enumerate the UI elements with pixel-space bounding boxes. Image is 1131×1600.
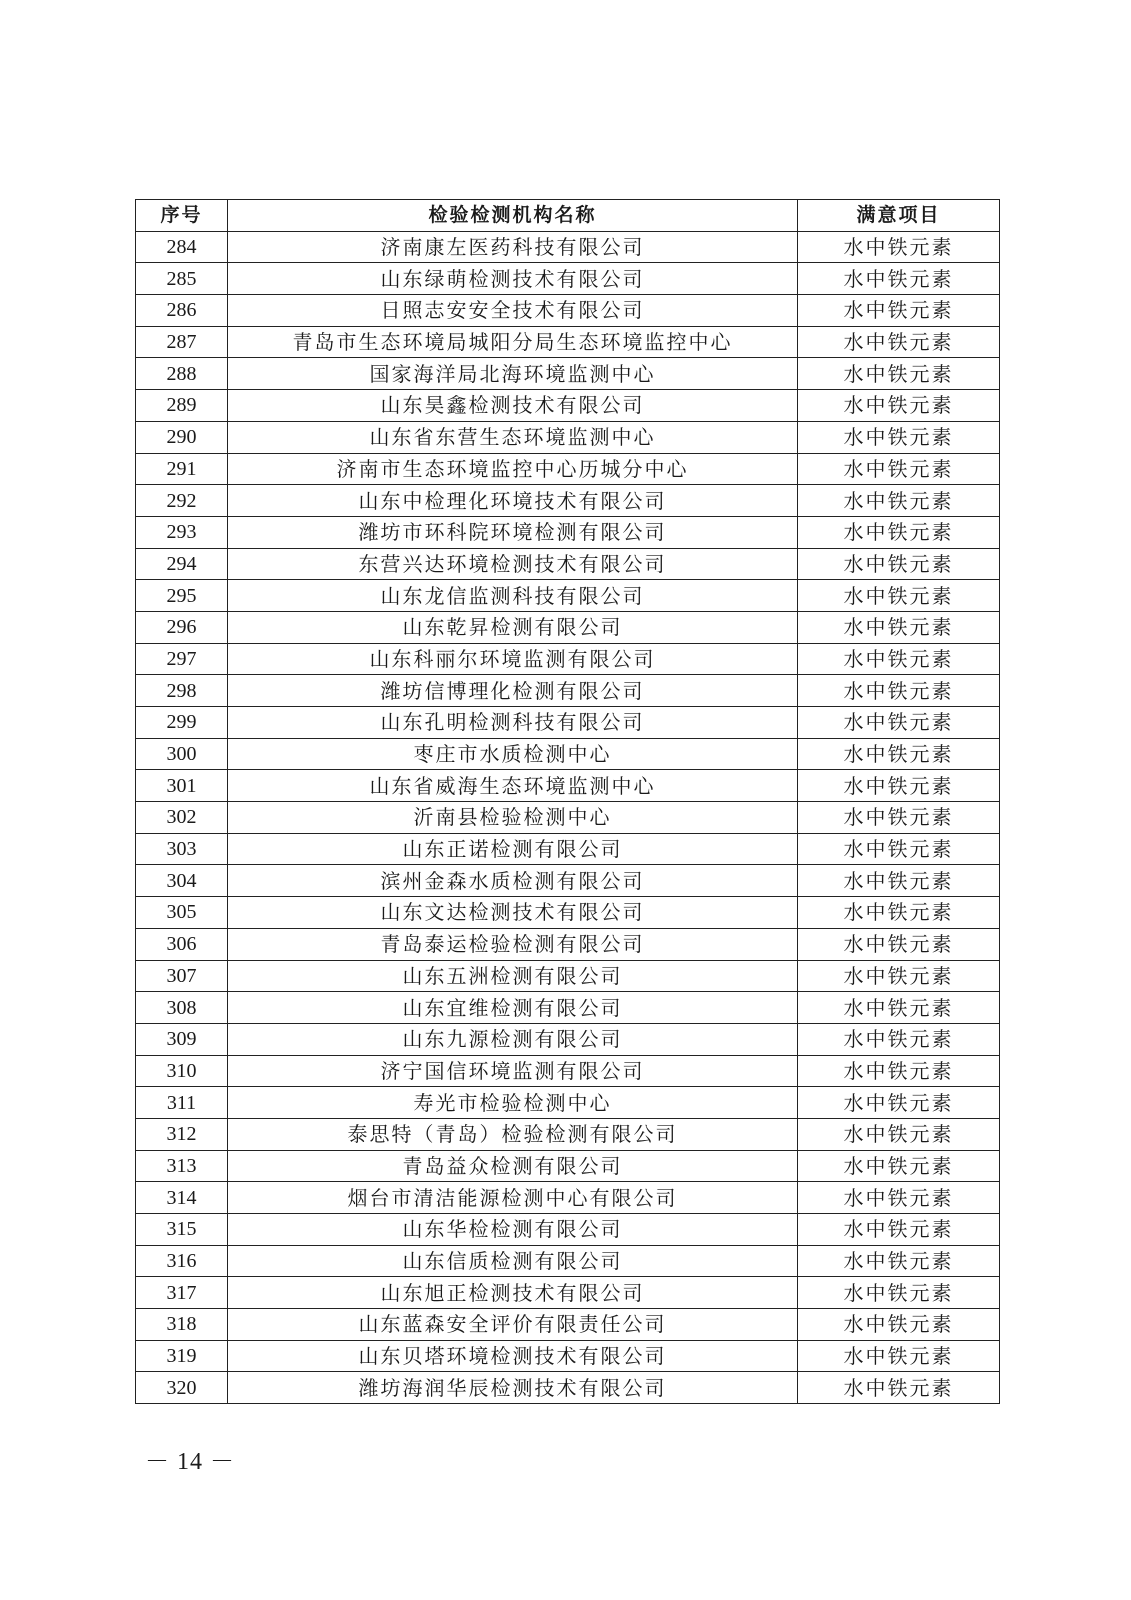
row-item: 水中铁元素: [798, 1182, 1000, 1214]
row-index: 287: [136, 326, 228, 358]
row-index: 286: [136, 295, 228, 327]
table-row: [136, 295, 1000, 327]
row-index: 310: [136, 1055, 228, 1087]
table-row: [136, 1055, 1000, 1087]
row-item: 水中铁元素: [798, 516, 1000, 548]
row-institution-name: 国家海洋局北海环境监测中心: [228, 358, 798, 390]
header-institution: 检验检测机构名称: [228, 200, 798, 232]
row-index: 317: [136, 1277, 228, 1309]
row-item: 水中铁元素: [798, 1245, 1000, 1277]
row-item: 水中铁元素: [798, 1340, 1000, 1372]
row-index: 291: [136, 453, 228, 485]
table-row: [136, 358, 1000, 390]
row-index: 299: [136, 707, 228, 739]
row-institution-name: 烟台市清洁能源检测中心有限公司: [228, 1182, 798, 1214]
row-institution-name: 山东昊鑫检测技术有限公司: [228, 390, 798, 422]
row-index: 298: [136, 675, 228, 707]
row-item: 水中铁元素: [798, 707, 1000, 739]
table-row: [136, 231, 1000, 263]
row-institution-name: 山东宜维检测有限公司: [228, 992, 798, 1024]
row-item: 水中铁元素: [798, 326, 1000, 358]
row-index: 311: [136, 1087, 228, 1119]
row-item: 水中铁元素: [798, 1214, 1000, 1246]
row-index: 292: [136, 485, 228, 517]
results-table: [135, 199, 1000, 1404]
table-row: [136, 1372, 1000, 1404]
row-index: 285: [136, 263, 228, 295]
row-index: 315: [136, 1214, 228, 1246]
table-row: [136, 453, 1000, 485]
row-item: 水中铁元素: [798, 1118, 1000, 1150]
row-index: 300: [136, 738, 228, 770]
row-institution-name: 潍坊信博理化检测有限公司: [228, 675, 798, 707]
row-item: 水中铁元素: [798, 897, 1000, 929]
row-institution-name: 泰思特（青岛）检验检测有限公司: [228, 1118, 798, 1150]
table-row: [136, 643, 1000, 675]
row-index: 289: [136, 390, 228, 422]
row-item: 水中铁元素: [798, 833, 1000, 865]
row-institution-name: 山东孔明检测科技有限公司: [228, 707, 798, 739]
row-item: 水中铁元素: [798, 421, 1000, 453]
row-institution-name: 山东省威海生态环境监测中心: [228, 770, 798, 802]
row-item: 水中铁元素: [798, 485, 1000, 517]
table-row: [136, 1150, 1000, 1182]
row-index: 297: [136, 643, 228, 675]
table-row: [136, 928, 1000, 960]
row-index: 301: [136, 770, 228, 802]
row-index: 284: [136, 231, 228, 263]
row-institution-name: 枣庄市水质检测中心: [228, 738, 798, 770]
row-institution-name: 山东正诺检测有限公司: [228, 833, 798, 865]
row-institution-name: 山东信质检测有限公司: [228, 1245, 798, 1277]
row-institution-name: 沂南县检验检测中心: [228, 802, 798, 834]
results-table-container: [135, 199, 999, 1404]
row-item: 水中铁元素: [798, 1372, 1000, 1404]
row-item: 水中铁元素: [798, 1150, 1000, 1182]
row-index: 320: [136, 1372, 228, 1404]
row-item: 水中铁元素: [798, 1055, 1000, 1087]
table-row: [136, 326, 1000, 358]
table-row: [136, 1309, 1000, 1341]
row-institution-name: 山东乾昇检测有限公司: [228, 611, 798, 643]
row-index: 313: [136, 1150, 228, 1182]
table-row: [136, 1245, 1000, 1277]
row-institution-name: 潍坊海润华辰检测技术有限公司: [228, 1372, 798, 1404]
row-institution-name: 青岛市生态环境局城阳分局生态环境监控中心: [228, 326, 798, 358]
row-index: 314: [136, 1182, 228, 1214]
row-index: 316: [136, 1245, 228, 1277]
row-institution-name: 滨州金森水质检测有限公司: [228, 865, 798, 897]
row-institution-name: 山东贝塔环境检测技术有限公司: [228, 1340, 798, 1372]
row-institution-name: 山东科丽尔环境监测有限公司: [228, 643, 798, 675]
table-row: [136, 485, 1000, 517]
row-item: 水中铁元素: [798, 865, 1000, 897]
table-row: [136, 960, 1000, 992]
table-row: [136, 263, 1000, 295]
table-row: [136, 1023, 1000, 1055]
table-row: [136, 833, 1000, 865]
row-institution-name: 青岛泰运检验检测有限公司: [228, 928, 798, 960]
row-index: 293: [136, 516, 228, 548]
row-index: 296: [136, 611, 228, 643]
row-institution-name: 山东五洲检测有限公司: [228, 960, 798, 992]
row-institution-name: 济南市生态环境监控中心历城分中心: [228, 453, 798, 485]
row-institution-name: 山东绿萌检测技术有限公司: [228, 263, 798, 295]
row-institution-name: 潍坊市环科院环境检测有限公司: [228, 516, 798, 548]
row-institution-name: 济南康左医药科技有限公司: [228, 231, 798, 263]
row-item: 水中铁元素: [798, 643, 1000, 675]
table-row: [136, 580, 1000, 612]
row-institution-name: 山东蓝森安全评价有限责任公司: [228, 1309, 798, 1341]
row-item: 水中铁元素: [798, 358, 1000, 390]
row-index: 319: [136, 1340, 228, 1372]
row-index: 294: [136, 548, 228, 580]
table-row: [136, 738, 1000, 770]
row-item: 水中铁元素: [798, 263, 1000, 295]
table-row: [136, 421, 1000, 453]
row-item: 水中铁元素: [798, 1277, 1000, 1309]
row-item: 水中铁元素: [798, 231, 1000, 263]
table-row: [136, 675, 1000, 707]
row-institution-name: 日照志安安全技术有限公司: [228, 295, 798, 327]
table-body: [136, 231, 1000, 1403]
row-index: 307: [136, 960, 228, 992]
header-item: 满意项目: [798, 200, 1000, 232]
row-index: 303: [136, 833, 228, 865]
row-item: 水中铁元素: [798, 1087, 1000, 1119]
row-item: 水中铁元素: [798, 1309, 1000, 1341]
row-index: 309: [136, 1023, 228, 1055]
row-item: 水中铁元素: [798, 453, 1000, 485]
row-index: 308: [136, 992, 228, 1024]
row-institution-name: 东营兴达环境检测技术有限公司: [228, 548, 798, 580]
row-institution-name: 山东华检检测有限公司: [228, 1214, 798, 1246]
table-row: [136, 992, 1000, 1024]
row-index: 318: [136, 1309, 228, 1341]
row-institution-name: 山东省东营生态环境监测中心: [228, 421, 798, 453]
row-index: 305: [136, 897, 228, 929]
row-institution-name: 寿光市检验检测中心: [228, 1087, 798, 1119]
row-item: 水中铁元素: [798, 548, 1000, 580]
table-row: [136, 802, 1000, 834]
table-row: [136, 390, 1000, 422]
table-row: [136, 1118, 1000, 1150]
row-item: 水中铁元素: [798, 738, 1000, 770]
row-index: 295: [136, 580, 228, 612]
row-institution-name: 青岛益众检测有限公司: [228, 1150, 798, 1182]
row-institution-name: 济宁国信环境监测有限公司: [228, 1055, 798, 1087]
row-item: 水中铁元素: [798, 611, 1000, 643]
row-institution-name: 山东中检理化环境技术有限公司: [228, 485, 798, 517]
row-item: 水中铁元素: [798, 675, 1000, 707]
row-institution-name: 山东旭正检测技术有限公司: [228, 1277, 798, 1309]
table-row: [136, 1182, 1000, 1214]
row-institution-name: 山东九源检测有限公司: [228, 1023, 798, 1055]
table-row: [136, 548, 1000, 580]
row-item: 水中铁元素: [798, 928, 1000, 960]
table-row: [136, 707, 1000, 739]
row-item: 水中铁元素: [798, 390, 1000, 422]
table-row: [136, 865, 1000, 897]
row-item: 水中铁元素: [798, 802, 1000, 834]
table-row: [136, 770, 1000, 802]
table-row: [136, 1340, 1000, 1372]
table-row: [136, 1277, 1000, 1309]
page-number: － 14 －: [145, 1449, 235, 1475]
table-row: [136, 611, 1000, 643]
row-index: 312: [136, 1118, 228, 1150]
table-row: [136, 1214, 1000, 1246]
row-index: 290: [136, 421, 228, 453]
row-index: 304: [136, 865, 228, 897]
table-header-row: [136, 200, 1000, 232]
table-row: [136, 1087, 1000, 1119]
row-item: 水中铁元素: [798, 580, 1000, 612]
header-index: 序号: [136, 200, 228, 232]
table-row: [136, 897, 1000, 929]
row-institution-name: 山东文达检测技术有限公司: [228, 897, 798, 929]
row-item: 水中铁元素: [798, 1023, 1000, 1055]
row-index: 306: [136, 928, 228, 960]
row-index: 288: [136, 358, 228, 390]
row-item: 水中铁元素: [798, 960, 1000, 992]
row-item: 水中铁元素: [798, 992, 1000, 1024]
row-institution-name: 山东龙信监测科技有限公司: [228, 580, 798, 612]
row-item: 水中铁元素: [798, 770, 1000, 802]
row-index: 302: [136, 802, 228, 834]
table-row: [136, 516, 1000, 548]
row-item: 水中铁元素: [798, 295, 1000, 327]
